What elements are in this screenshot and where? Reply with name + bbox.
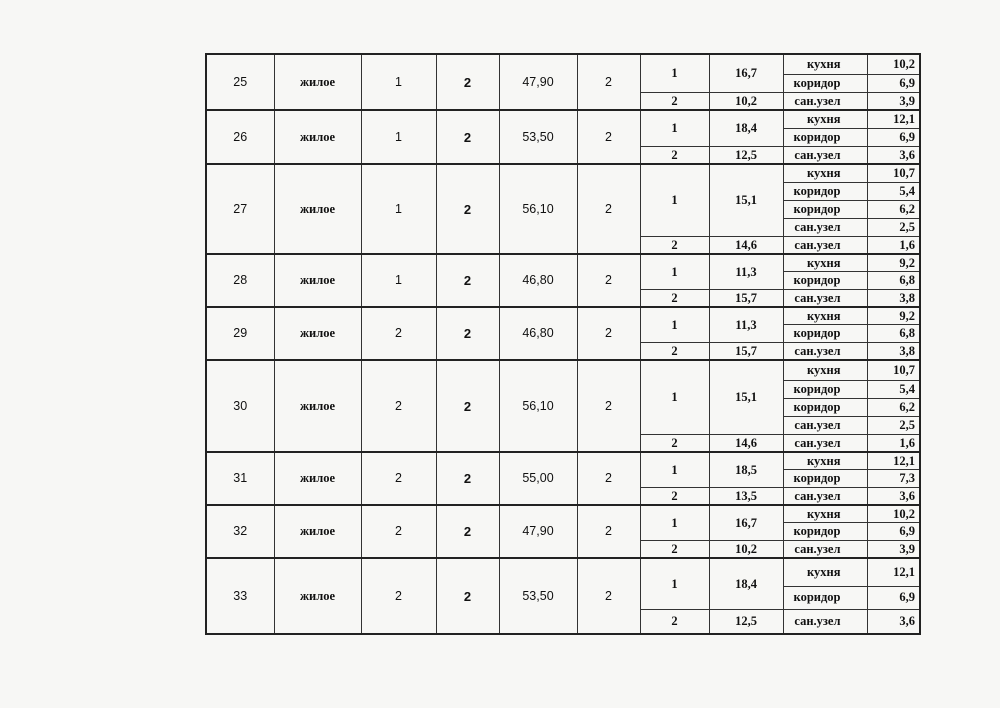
aux-room-area: 3,8	[867, 289, 920, 307]
apartment-area: 53,50	[499, 110, 577, 164]
aux-room-name: кухня	[783, 110, 867, 128]
room-number: 1	[640, 110, 709, 146]
table-row	[206, 558, 920, 586]
room-number: 2	[640, 289, 709, 307]
apartment-area: 47,90	[499, 54, 577, 110]
room-area: 15,1	[709, 360, 783, 434]
room-area: 15,7	[709, 342, 783, 360]
apartment-rooms: 2	[436, 505, 499, 558]
room-number: 1	[640, 164, 709, 236]
aux-room-area: 10,7	[867, 360, 920, 380]
table-row	[206, 110, 920, 128]
room-number: 1	[640, 558, 709, 609]
aux-room-name: сан.узел	[783, 609, 867, 634]
aux-room-name: сан.узел	[783, 92, 867, 110]
aux-room-name: сан.узел	[783, 540, 867, 558]
aux-room-name: коридор	[783, 74, 867, 92]
apartment-floor: 2	[361, 360, 436, 452]
aux-room-name: сан.узел	[783, 146, 867, 164]
aux-room-name: сан.узел	[783, 434, 867, 452]
apartment-use: жилое	[274, 505, 361, 558]
room-number: 1	[640, 307, 709, 342]
room-area: 12,5	[709, 609, 783, 634]
room-area: 18,4	[709, 558, 783, 609]
aux-room-name: сан.узел	[783, 342, 867, 360]
living-room-count: 2	[577, 254, 640, 307]
aux-room-name: кухня	[783, 54, 867, 74]
room-area: 16,7	[709, 505, 783, 540]
room-number: 2	[640, 236, 709, 254]
apartment-area: 46,80	[499, 307, 577, 360]
room-area: 11,3	[709, 254, 783, 289]
apartment-number: 26	[206, 110, 274, 164]
apartment-use: жилое	[274, 254, 361, 307]
apartment-rooms: 2	[436, 452, 499, 505]
living-room-count: 2	[577, 307, 640, 360]
apartment-number: 33	[206, 558, 274, 634]
apartment-rooms: 2	[436, 360, 499, 452]
apartment-area: 47,90	[499, 505, 577, 558]
aux-room-name: кухня	[783, 452, 867, 469]
aux-room-area: 6,9	[867, 586, 920, 609]
aux-room-name: коридор	[783, 128, 867, 146]
aux-room-area: 3,6	[867, 609, 920, 634]
room-number: 1	[640, 452, 709, 487]
table-row	[206, 164, 920, 182]
apartment-rooms: 2	[436, 254, 499, 307]
living-room-count: 2	[577, 360, 640, 452]
room-number: 2	[640, 487, 709, 505]
aux-room-name: коридор	[783, 586, 867, 609]
aux-room-area: 2,5	[867, 416, 920, 434]
apartment-use: жилое	[274, 558, 361, 634]
room-area: 13,5	[709, 487, 783, 505]
aux-room-area: 2,5	[867, 218, 920, 236]
aux-room-area: 3,9	[867, 540, 920, 558]
aux-room-area: 7,3	[867, 469, 920, 487]
apartment-number: 29	[206, 307, 274, 360]
aux-room-area: 10,7	[867, 164, 920, 182]
aux-room-name: кухня	[783, 360, 867, 380]
living-room-count: 2	[577, 164, 640, 254]
apartment-use: жилое	[274, 110, 361, 164]
aux-room-name: коридор	[783, 271, 867, 289]
apartment-floor: 2	[361, 558, 436, 634]
aux-room-area: 5,4	[867, 380, 920, 398]
apartment-floor: 1	[361, 164, 436, 254]
living-room-count: 2	[577, 505, 640, 558]
aux-room-area: 10,2	[867, 505, 920, 522]
apartment-rooms: 2	[436, 54, 499, 110]
room-area: 15,1	[709, 164, 783, 236]
apartment-area: 53,50	[499, 558, 577, 634]
table-row	[206, 360, 920, 380]
table-row	[206, 452, 920, 469]
apartment-area: 56,10	[499, 360, 577, 452]
aux-room-name: кухня	[783, 505, 867, 522]
apartment-use: жилое	[274, 54, 361, 110]
aux-room-name: кухня	[783, 164, 867, 182]
aux-room-area: 3,6	[867, 146, 920, 164]
aux-room-area: 1,6	[867, 236, 920, 254]
apartment-floor: 2	[361, 452, 436, 505]
apartment-number: 28	[206, 254, 274, 307]
apartment-number: 30	[206, 360, 274, 452]
room-number: 2	[640, 342, 709, 360]
room-number: 2	[640, 146, 709, 164]
aux-room-area: 6,9	[867, 128, 920, 146]
apartment-number: 32	[206, 505, 274, 558]
apartment-table	[205, 53, 921, 635]
table-row	[206, 254, 920, 271]
aux-room-name: коридор	[783, 182, 867, 200]
aux-room-name: кухня	[783, 558, 867, 586]
aux-room-name: коридор	[783, 398, 867, 416]
aux-room-area: 6,8	[867, 271, 920, 289]
apartment-use: жилое	[274, 164, 361, 254]
aux-room-name: сан.узел	[783, 487, 867, 505]
apartment-number: 27	[206, 164, 274, 254]
living-room-count: 2	[577, 110, 640, 164]
aux-room-area: 12,1	[867, 110, 920, 128]
aux-room-area: 9,2	[867, 307, 920, 324]
apartment-rooms: 2	[436, 307, 499, 360]
table-row	[206, 307, 920, 324]
aux-room-area: 6,9	[867, 522, 920, 540]
apartment-area: 55,00	[499, 452, 577, 505]
room-area: 11,3	[709, 307, 783, 342]
apartment-area: 56,10	[499, 164, 577, 254]
aux-room-area: 12,1	[867, 452, 920, 469]
aux-room-area: 6,2	[867, 398, 920, 416]
apartment-floor: 1	[361, 254, 436, 307]
aux-room-name: сан.узел	[783, 236, 867, 254]
room-number: 2	[640, 609, 709, 634]
living-room-count: 2	[577, 452, 640, 505]
room-area: 10,2	[709, 540, 783, 558]
aux-room-area: 6,9	[867, 74, 920, 92]
room-number: 1	[640, 360, 709, 434]
aux-room-area: 3,6	[867, 487, 920, 505]
aux-room-name: сан.узел	[783, 218, 867, 236]
room-area: 12,5	[709, 146, 783, 164]
aux-room-name: коридор	[783, 522, 867, 540]
apartment-use: жилое	[274, 360, 361, 452]
aux-room-area: 9,2	[867, 254, 920, 271]
aux-room-name: коридор	[783, 380, 867, 398]
aux-room-area: 3,9	[867, 92, 920, 110]
aux-room-name: сан.узел	[783, 289, 867, 307]
aux-room-name: сан.узел	[783, 416, 867, 434]
room-area: 18,4	[709, 110, 783, 146]
apartment-area: 46,80	[499, 254, 577, 307]
aux-room-area: 12,1	[867, 558, 920, 586]
room-area: 15,7	[709, 289, 783, 307]
apartment-rooms: 2	[436, 110, 499, 164]
room-area: 10,2	[709, 92, 783, 110]
room-number: 2	[640, 434, 709, 452]
room-number: 1	[640, 254, 709, 289]
apartment-number: 25	[206, 54, 274, 110]
room-area: 18,5	[709, 452, 783, 487]
room-area: 16,7	[709, 54, 783, 92]
table-row	[206, 505, 920, 522]
apartment-rooms: 2	[436, 164, 499, 254]
aux-room-area: 1,6	[867, 434, 920, 452]
table-row	[206, 54, 920, 74]
apartment-use: жилое	[274, 307, 361, 360]
apartment-floor: 2	[361, 505, 436, 558]
living-room-count: 2	[577, 54, 640, 110]
room-number: 1	[640, 505, 709, 540]
aux-room-area: 10,2	[867, 54, 920, 74]
living-room-count: 2	[577, 558, 640, 634]
aux-room-name: коридор	[783, 200, 867, 218]
aux-room-name: кухня	[783, 307, 867, 324]
aux-room-area: 5,4	[867, 182, 920, 200]
aux-room-area: 6,2	[867, 200, 920, 218]
room-area: 14,6	[709, 434, 783, 452]
apartment-floor: 1	[361, 54, 436, 110]
aux-room-name: коридор	[783, 469, 867, 487]
room-area: 14,6	[709, 236, 783, 254]
aux-room-area: 3,8	[867, 342, 920, 360]
apartment-floor: 2	[361, 307, 436, 360]
aux-room-area: 6,8	[867, 324, 920, 342]
apartment-floor: 1	[361, 110, 436, 164]
apartment-rooms: 2	[436, 558, 499, 634]
room-number: 2	[640, 540, 709, 558]
apartment-use: жилое	[274, 452, 361, 505]
aux-room-name: коридор	[783, 324, 867, 342]
room-number: 1	[640, 54, 709, 92]
room-number: 2	[640, 92, 709, 110]
apartment-number: 31	[206, 452, 274, 505]
aux-room-name: кухня	[783, 254, 867, 271]
